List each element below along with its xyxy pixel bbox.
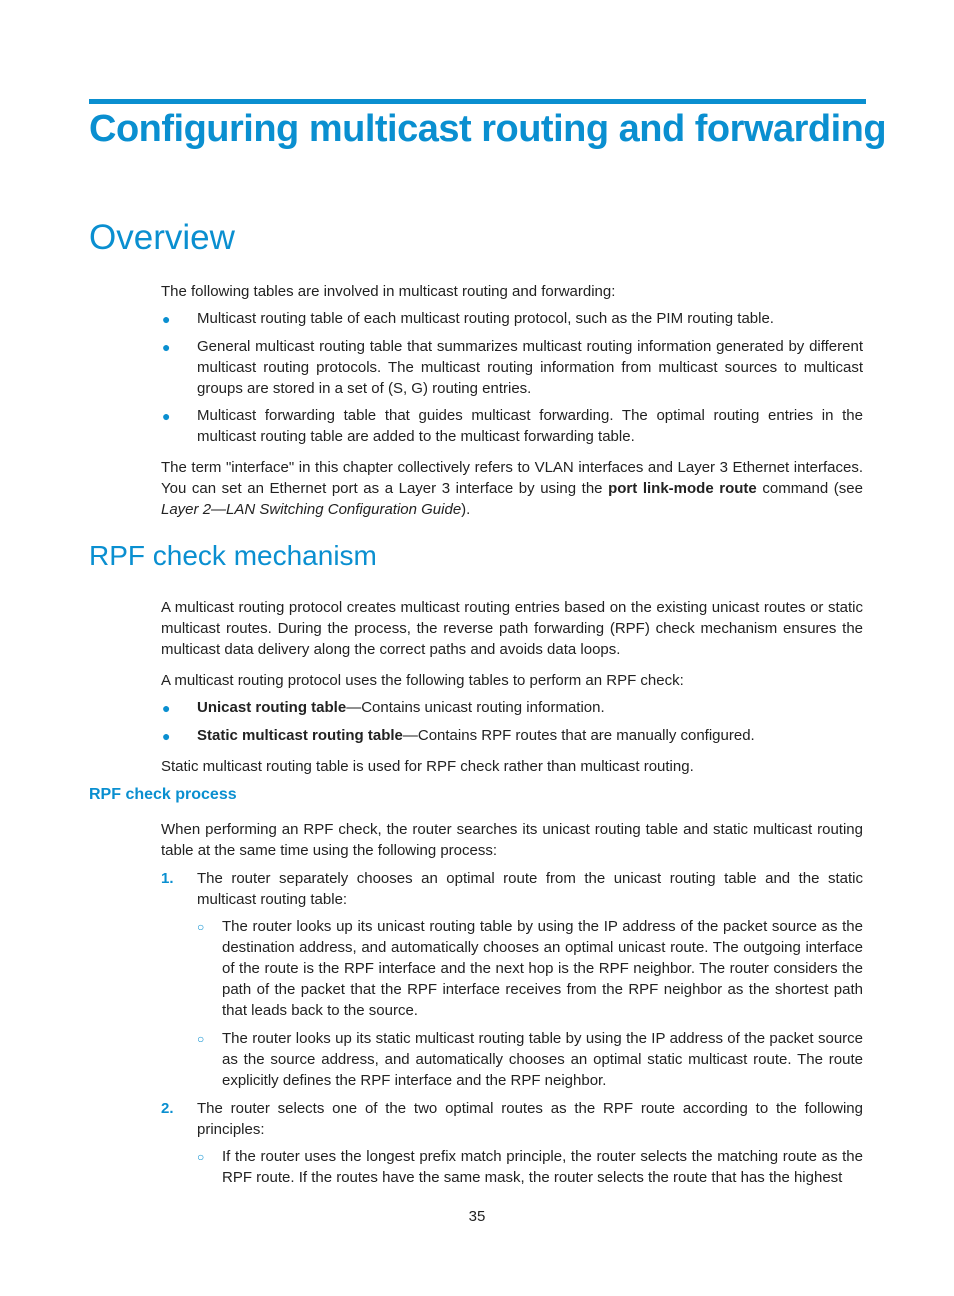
subsection-heading-rpf-process: RPF check process — [89, 786, 237, 803]
chapter-title: Configuring multicast routing and forwarding — [89, 108, 887, 150]
table-desc: —Contains RPF routes that are manually configured. — [402, 727, 755, 744]
step-number: 1. — [161, 870, 174, 887]
list-item: Multicast forwarding table that guides multicast forwarding. The optimal routing entries in the multicast routing table are added to the multicast forwarding table. — [197, 407, 863, 445]
command-name: port link-mode route — [608, 480, 757, 497]
section-heading-overview: Overview — [89, 218, 235, 257]
list-item: General multicast routing table that summarizes multicast routing information generated by different multicast routing protocols. The multicast routing information from multicast sources to multicast groups are stored in a set of (S, G) routing entries. — [197, 338, 863, 397]
step-number: 2. — [161, 1100, 174, 1117]
bullet-dot-icon: ● — [162, 339, 171, 355]
step-text: The router selects one of the two optimal routes as the RPF route according to the following principles: — [197, 1100, 863, 1138]
section-heading-rpf: RPF check mechanism — [89, 540, 377, 571]
sub-list-item: The router looks up its static multicast routing table by using the IP address of the packet source as the source address, and automatically chooses an optimal static multicast route. The route explicitly defines the RPF interface and the RPF neighbor. — [222, 1030, 863, 1089]
overview-intro: The following tables are involved in multicast routing and forwarding: — [161, 283, 616, 300]
process-intro: When performing an RPF check, the router searches its unicast routing table and static multicast routing table at the same time using the following process: — [161, 821, 863, 859]
list-item — [197, 697, 863, 718]
table-desc: —Contains unicast routing information. — [346, 699, 605, 716]
interface-note — [161, 457, 863, 520]
list-item — [197, 725, 863, 746]
bullet-dot-icon: ● — [162, 311, 171, 327]
sub-list-item: If the router uses the longest prefix match principle, the router selects the matching route as the RPF route. If the routes have the same mask, the router selects the route that has the highest — [222, 1148, 863, 1186]
bullet-dot-icon: ● — [162, 728, 171, 744]
circle-bullet-icon: ○ — [197, 1032, 205, 1046]
rpf-paragraph: Static multicast routing table is used for RPF check rather than multicast routing. — [161, 758, 694, 775]
page-number: 35 — [468, 1208, 486, 1225]
step-text: The router separately chooses an optimal route from the unicast routing table and the static multicast routing table: — [197, 870, 863, 908]
sub-list-item: The router looks up its unicast routing table by using the IP address of the packet source as the destination address, and automatically chooses an optimal unicast route. The outgoing interface of the route is the RPF interface and the next hop is the RPF neighbor. The router considers the path of the packet that the RPF interface receives from the RPF neighbor as the shortest path that leads back to the source. — [222, 918, 863, 1019]
table-term: Static multicast routing table — [197, 727, 403, 744]
rpf-paragraph: A multicast routing protocol uses the following tables to perform an RPF check: — [161, 672, 684, 689]
note-text: command (see — [756, 480, 863, 497]
list-item: Multicast routing table of each multicast routing protocol, such as the PIM routing table. — [197, 310, 774, 327]
circle-bullet-icon: ○ — [197, 920, 205, 934]
bullet-dot-icon: ● — [162, 700, 171, 716]
rpf-paragraph: A multicast routing protocol creates multicast routing entries based on the existing unicast routes or static multicast routes. During the process, the reverse path forwarding (RPF) check mechanism ensures the multicast data delivery along the correct paths and avoids data loops. — [161, 599, 863, 658]
note-text: ). — [461, 501, 471, 518]
bullet-dot-icon: ● — [162, 408, 171, 424]
chapter-rule — [89, 99, 866, 104]
guide-reference: Layer 2—LAN Switching Configuration Guide — [161, 501, 462, 518]
table-term: Unicast routing table — [197, 699, 347, 716]
note-text: The term "interface" in this chapter collectively refers to VLAN interfaces and Layer 3 Ethernet interfaces. You can set an Ethernet port as a Layer 3 interface by using the — [161, 459, 863, 497]
circle-bullet-icon: ○ — [197, 1150, 205, 1164]
